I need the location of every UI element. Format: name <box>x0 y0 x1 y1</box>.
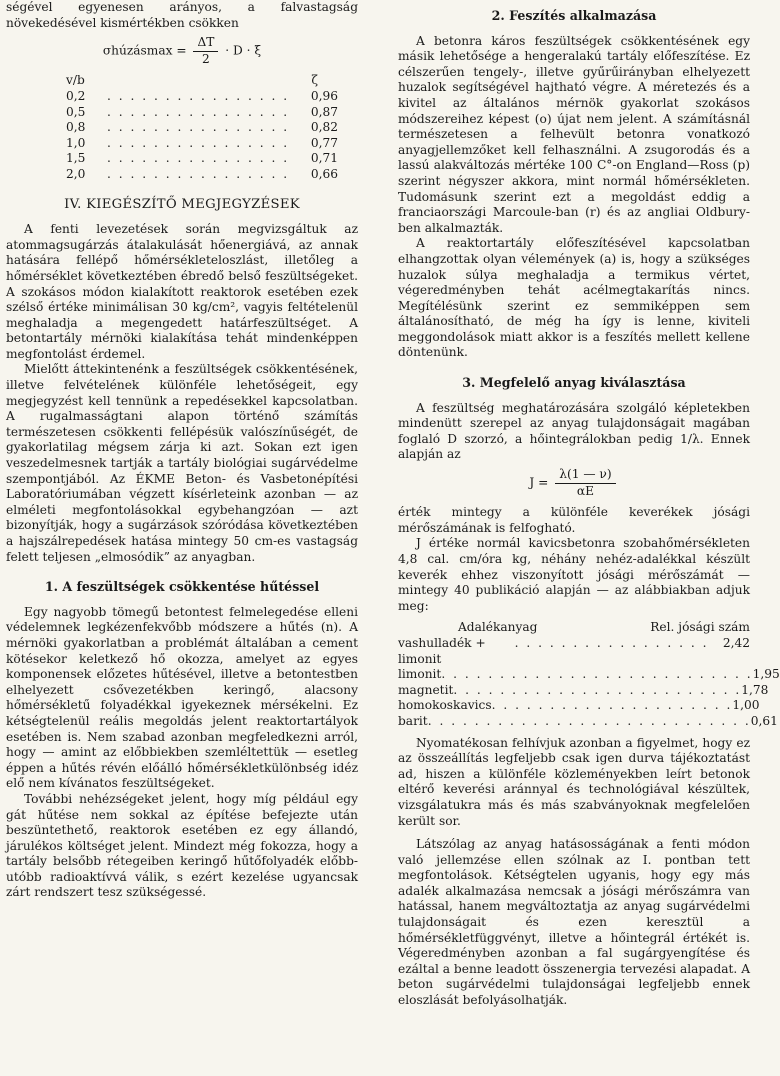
table-cell-value: 1,78 <box>741 682 769 697</box>
formula-denominator: 2 <box>202 51 210 66</box>
table-row: 1,5 . . . . . . . . . . . . . . . . 0,71 <box>6 151 358 167</box>
paragraph: A betonra káros feszültségek csökkentésének egy másik lehetősége a hengeralakú tartály előfeszítése. Ez célszerűen tengely-, illetve gyűrűirányban elhelyezett huzalok segítségével hajtható végre. A méretezés és a kivitel az általános mérnök gyakorlat szokásos módszereihez képest (o) újat nem jelent. A számításnál természetesen a felhevült betonra vonatkozó anyagjellemzőket kell felhasználni. A zsugorodás és a lassú alakváltozás mértéke 100 C°-on England—Ross (p) szerint négyszer akkora, mint normál hőmérsékleten. Tudomásunk szerint ezt a megoldást eddig a franciaországi Marcoule-ban (r) és az angliai Oldbury-ben alkalmazták. <box>398 33 750 235</box>
ratio-table <box>6 73 358 182</box>
table-row: homokoskavics . . . . . . . . . . . . . . . . . . . . . 1,00 <box>398 698 760 713</box>
subsection-heading: 1. A feszültségek csökkentése hűtéssel <box>44 579 320 595</box>
table-cell-key: limonit <box>398 667 442 682</box>
section-heading: IV. KIEGÉSZÍTŐ MEGJEGYZÉSEK <box>64 196 300 212</box>
table-row: barit . . . . . . . . . . . . . . . . . . . . . . . . . . . . 0,61 <box>398 713 778 728</box>
table-cell-value: 0,87 <box>310 104 338 119</box>
table-cell-key: barit <box>398 713 428 728</box>
paragraph: Mielőtt áttekintenénk a feszültségek csökkentésének, illetve felvételének különféle lehetőségeit, egy megjegyzést kell tennünk a repedésekkel kapcsolatban. A rugalmasságtani alapon történő számítás természetesen csökkenti fellépésük valószínűségét, de gyakorlatilag mégsem zárja ki azt. Sokan ezt igen veszedelmesnek tartják a tartály biológiai sugárvédelme szempontjából. Az ÉKME Beton- és Vasbetonépítési Laboratóriumában végzett kísérleteink azonban — az elméleti megfontolásokkal egybehangzóan — azt bizonyítják, hogy a sugárzások szóródása következtében a hajszálrepedések hatása mintegy 50 cm-es vastagság felett teljesen „elmosódik” az anyagban. <box>6 362 358 564</box>
table-cell-value: 0,77 <box>310 135 338 150</box>
paragraph: Nyomatékosan felhívjuk azonban a figyelmet, hogy ez az összeállítás legfeljebb csak igen durva tájékoztatást ad, hiszen a különféle közleményekben leírt betonok eltérő keverési aránnyal és technológiával készültek, vizsgálatukra más és más szabványoknak megfelelően került sor. <box>398 735 750 828</box>
table-cell-value: 1,95 <box>752 667 780 682</box>
table-cell-value: 0,82 <box>310 120 338 135</box>
paragraph: J értéke normál kavicsbetonra szobahőmérsékleten 4,8 cal. cm/óra kg, néhány nehéz-adalékkal készült keverék ehhez viszonyított jósági mérőszámát — mintegy 40 publikáció alapján — az alábbiakban adjuk meg: <box>398 536 750 613</box>
table-cell-key: 2,0 <box>66 166 86 181</box>
ratio-table-header-zeta: ζ <box>311 73 318 88</box>
paragraph: A reaktortartály előfeszítésével kapcsolatban elhangzottak olyan vélemények (a) is, hogy a szükséges huzalok súlya meghaladja a termikus vértet, végeredményben tehát acélmegtakarítás nincs. Megítélésünk szerint ez semmiképpen sem általánosítható, de még ha így is lenne, kiviteli meggondolások miatt akkor is a feszítés mellett kellene döntenünk. <box>398 236 750 360</box>
quality-formula <box>398 467 750 499</box>
table-cell-value: 0,96 <box>310 88 338 103</box>
paragraph: A fenti levezetések során megvizsgáltuk az atommagsugárzás átalakulását hőenergiává, az annak hatására fellépő hőmérsékleteloszlást, illetőleg a hőmérséklet következtében ébredő belső feszültségeket. A szokásos módon kialakított reaktorok esetében ezek szélső értéke minimálisan 30 kg/cm², vagyis feltételenül meghaladja a megengedett határfeszültséget. A betontartály mérnöki kialakítása tehát mindenképpen megfontolást érdemel. <box>6 222 358 361</box>
table-row: 0,2 . . . . . . . . . . . . . . . . 0,96 <box>6 89 358 105</box>
stress-formula <box>6 35 358 67</box>
table-cell-key: 0,8 <box>66 120 86 135</box>
intro-text: ségével egyenesen arányos, a falvastagság növekedésével kismértékben csökken <box>6 0 358 30</box>
table-cell-value: 0,71 <box>310 151 338 166</box>
paragraph: További nehézségeket jelent, hogy míg például egy gát hűtése nem sokkal az építése befejezte után beszüntethető, reaktorok esetében ez egy állandó, járulékos költséget jelent. Mindezt még fokozza, hogy a tartály belsőbb rétegeiben keringő hűtőfolyadék előbb-utóbb radioaktívvá válik, s ezért kezelése ugyancsak zárt rendszert tesz szükségessé. <box>6 791 358 900</box>
table-row: limonit . . . . . . . . . . . . . . . . . . . . . . . . . . . 1,95 <box>398 667 780 682</box>
table-cell-value: 0,66 <box>310 166 338 181</box>
table-row: 2,0 . . . . . . . . . . . . . . . . 0,66 <box>6 167 358 183</box>
table-cell-key: 1,5 <box>66 151 86 166</box>
aggregate-table-header <box>398 620 750 636</box>
ratio-table-header-vb: v/b <box>66 73 85 88</box>
table-row: vashulladék + limonit . . . . . . . . . . . . . . . . . 2,42 <box>398 635 750 666</box>
table-cell-key: magnetit <box>398 682 454 697</box>
table-row: 0,8 . . . . . . . . . . . . . . . . 0,82 <box>6 120 358 136</box>
paragraph: A feszültség meghatározására szolgáló képletekben mindenütt szerepel az anyag tulajdonságait magában foglaló D szorzó, a hőintegrálokban pedig 1/λ. Ennek alapján az <box>398 400 750 462</box>
aggregate-table-header-name: Adalékanyag <box>458 620 538 635</box>
formula-lhs: J = <box>529 475 549 490</box>
table-cell-key: homokoskavics <box>398 698 492 713</box>
table-row: 0,5 . . . . . . . . . . . . . . . . 0,87 <box>6 105 358 121</box>
table-cell-value: 1,00 <box>732 698 760 713</box>
paragraph: érték mintegy a különféle keverékek jósági mérőszámának is felfogható. <box>398 505 750 535</box>
formula-denominator: αE <box>576 483 594 498</box>
formula-lhs: σhúzásmax = <box>102 43 187 58</box>
table-cell-key: vashulladék + limonit <box>398 635 486 666</box>
table-row: magnetit . . . . . . . . . . . . . . . . . . . . . . . . . 1,78 <box>398 682 769 697</box>
formula-fraction <box>555 467 615 499</box>
table-cell-key: 0,5 <box>66 104 86 119</box>
formula-numerator: ΔT <box>193 35 218 52</box>
left-column <box>6 0 358 901</box>
ratio-table-header <box>6 73 358 89</box>
table-cell-value: 2,42 <box>722 635 750 650</box>
paragraph: Egy nagyobb tömegű betontest felmelegedése elleni védelemnek legkézenfekvőbb módszere a hűtés (n). A mérnöki gyakorlatban a problémát általában a cement kötésekor keletkező hő okozza, amelyet az egyes komponensek előzetes hűtésével, illetve a betontestben elhelyezett csővezetékben keringő, alacsony hőmérsékletű folyadékkal igyekeznek mérsékelni. Ez kétségtelenül reális megoldás jelent reaktortartályok esetében is. Nem szabad azonban megfeledkezni arról, hogy — amint az előbbiekben szemléltettük — esetleg éppen a hűtés révén előálló hőmérsékletkülönbség idéz elő nem kívánatos feszültségeket. <box>6 604 358 791</box>
table-cell-key: 0,2 <box>66 88 86 103</box>
subsection-heading: 2. Feszítés alkalmazása <box>491 8 657 23</box>
table-cell-key: 1,0 <box>66 135 86 150</box>
table-cell-value: 0,61 <box>750 713 778 728</box>
subsection-heading: 3. Megfelelő anyag kiválasztása <box>462 375 686 391</box>
aggregate-table-header-value: Rel. jósági szám <box>650 620 750 635</box>
table-row: 1,0 . . . . . . . . . . . . . . . . 0,77 <box>6 136 358 152</box>
aggregate-table <box>398 620 780 729</box>
paragraph: Látszólag az anyag hatásosságának a fenti módon való jellemzése ellen szólnak az I. pontban tett megfontolások. Kétségtelen ugyanis, hogy egy más adalék alkalmazása nemcsak a jósági mérőszámra van hatással, hanem megváltoztatja az anyag sugárvédelmi tulajdonságait és ezen keresztül a hőmérsékletfüggvényt, illetve a hőintegrál értékét is. Végeredményben azonban a fal sugárgyengítése és ezáltal a benne leadott összenergia tervezési alapadat. A beton sugárvédelmi tulajdonságai legfeljebb ennek eloszlását befolyásolhatják. <box>398 837 750 1008</box>
formula-fraction <box>193 35 218 67</box>
formula-rhs: · D · ξ <box>225 43 262 58</box>
formula-numerator: λ(1 — ν) <box>555 467 615 484</box>
right-column <box>398 0 780 1009</box>
